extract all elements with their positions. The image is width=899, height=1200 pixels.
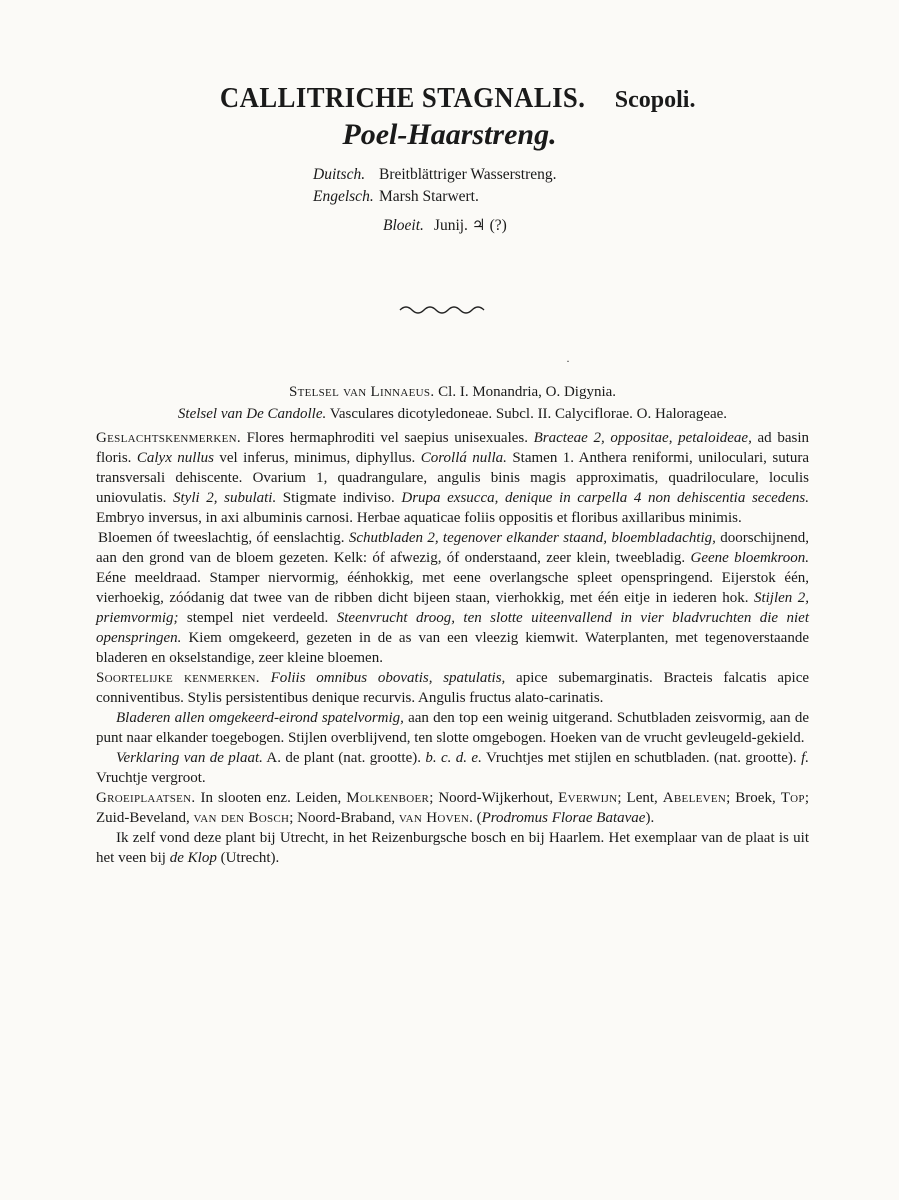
text-run: Stijlen 2, priemvormig;	[96, 590, 809, 626]
text-run: Prodromus Florae Batavae	[481, 810, 646, 826]
species-latin	[96, 668, 809, 708]
flowering-label: Bloeit.	[383, 217, 424, 234]
title-row	[0, 82, 899, 115]
text-run: Embryo inversus, in axi albuminis carnosi. Herbae aquaticae foliis oppositis et floribus axillaribus minimis.	[96, 510, 742, 526]
text-run: Vruchtje vergroot.	[96, 770, 206, 786]
text-run: Foliis omnibus obovatis, spatulatis,	[270, 670, 506, 686]
common-name-value: Breitblättriger Wasserstreng.	[379, 166, 557, 183]
text-run: Kiem omgekeerd, gezeten in de as van een vleezig kiemwit. Waterplanten, met tegenoverstaande bladeren en okselstandige, zeer kleine bloemen.	[96, 630, 809, 666]
text-run: ad basin floris.	[96, 430, 809, 466]
text-run: (Utrecht).	[216, 850, 280, 866]
text-run: Verklaring van de plaat.	[116, 750, 263, 766]
species-title: CALLITRICHE STAGNALIS.	[219, 82, 585, 114]
print-speck: ·	[566, 354, 570, 368]
text-run: apice subemarginatis. Bracteis falcatis apice conniventibus. Stylis persistentibus denique recurvis. Angulis fructus alato-carinatis.	[96, 670, 810, 706]
text-run: Molkenboer	[346, 790, 430, 806]
text-run: In slooten enz. Leiden,	[195, 790, 347, 806]
text-run: Groeiplaatsen.	[96, 790, 196, 806]
text-run: ; Noord-Wijkerhout,	[429, 790, 559, 806]
species-dutch	[96, 708, 809, 748]
flowering-time	[383, 216, 507, 235]
text-run: Stamen 1. Anthera reniformi, uniloculari, sutura transversali dehiscente. Ovarium 1, quadrangulare, angulis binis magis approximatis, quadriloculare, loculis uniovulatis.	[96, 450, 810, 506]
text-run: Top	[780, 790, 805, 806]
description-body	[96, 382, 809, 868]
text-run: de Klop	[169, 850, 217, 866]
common-name-english	[313, 186, 557, 208]
plate-explanation	[96, 748, 809, 788]
text-run: doorschijnend, aan den grond van de bloem gezeten. Kelk: óf afwezig, óf onderstaand, zeer klein, tweebladig.	[96, 530, 809, 566]
text-run: van Hoven	[398, 810, 470, 826]
text-run: A. de plant (nat. grootte).	[262, 750, 426, 766]
text-run: Eéne meeldraad. Stamper niervormig, éénhokkig, met eene overlangsche spleet openspringend. Eijerstok één, vierhoekig, zóódanig dat twee van de ribben dicht bijeen staan, vierhokkig, met één eitje in iederen hok.	[96, 570, 809, 606]
text-run: ; Broek,	[726, 790, 781, 806]
common-name-label: Duitsch.	[313, 166, 366, 183]
text-run: Bladeren allen omgekeerd-eirond spatelvormig,	[116, 710, 404, 726]
genus-dutch	[96, 528, 809, 668]
text-run: Everwijn	[558, 790, 618, 806]
text-run: van den Bosch	[193, 810, 290, 826]
text-run: stempel niet verdeeld.	[178, 610, 337, 626]
dutch-name: Poel-Haarstreng.	[342, 118, 557, 151]
species-label: Soortelijke kenmerken.	[96, 670, 260, 686]
text-run: . (	[469, 810, 482, 826]
text-run: ; Zuid-Beveland,	[96, 790, 809, 826]
wave-ornament	[398, 302, 488, 316]
linnaeus-label: Stelsel van Linnaeus.	[288, 384, 435, 400]
text-run: Calyx nullus	[136, 450, 214, 466]
linnaeus-text: Cl. I. Monandria, O. Digynia.	[438, 384, 617, 400]
text-run: b. c. d. e.	[425, 750, 482, 766]
text-run: Vruchtjes met stijlen en schutbladen. (nat. grootte).	[481, 750, 802, 766]
text-run: Styli 2, subulati.	[173, 490, 277, 506]
text-run: Drupa exsucca, denique in carpella 4 non dehiscentia secedens.	[401, 490, 809, 506]
text-run: Abeleven	[662, 790, 727, 806]
common-name-german	[313, 164, 557, 186]
text-run: Steenvrucht droog, ten slotte uiteenvallend in vier bladvruchten die niet openspringen.	[96, 610, 809, 646]
localities	[96, 788, 809, 828]
candolle-text: Vasculares dicotyledoneae. Subcl. II. Calyciflorae. O. Halorageae.	[329, 406, 728, 422]
text-run: Flores hermaphroditi vel saepius unisexuales.	[246, 430, 534, 446]
flowering-value: Junij. ♃ (?)	[433, 217, 507, 234]
text-run: Schutbladen 2, tegenover elkander staand, bloembladachtig,	[348, 530, 716, 546]
candolle-system	[96, 404, 809, 424]
species-author: Scopoli.	[614, 87, 696, 113]
text-run: vel inferus, minimus, diphyllus.	[213, 450, 421, 466]
text-run: Geene bloemkroon.	[690, 550, 809, 566]
genus-label: Geslachtskenmerken.	[96, 430, 241, 446]
text-run: Ik zelf vond deze plant bij Utrecht, in het Reizenburgsche bosch en bij Haarlem. Het exemplaar van de plaat is uit het veen bij	[96, 830, 809, 866]
candolle-label: Stelsel van De Candolle.	[177, 406, 327, 422]
text-run: ).	[645, 810, 655, 826]
text-run: Stigmate indiviso.	[276, 490, 402, 506]
genus-latin	[96, 428, 809, 528]
text-run: Bloemen óf tweeslachtig, óf eenslachtig.	[98, 530, 349, 546]
linnaeus-system	[96, 382, 809, 402]
text-run: ; Lent,	[617, 790, 663, 806]
common-name-label: Engelsch.	[313, 188, 374, 205]
final-remark	[96, 828, 809, 868]
common-names	[313, 164, 557, 208]
text-run: ; Noord-Braband,	[289, 810, 399, 826]
text-run: aan den top een weinig uitgerand. Schutbladen zeisvormig, aan de punt naar elkander toegebogen. Stijlen overblijvend, ten slotte omgebogen. Hoeken van de vrucht gevleugeld-gekield.	[96, 710, 809, 746]
text-run: Bracteae 2, oppositae, petaloideae,	[533, 430, 752, 446]
text-run: f.	[801, 750, 809, 766]
text-run: Corollá nulla.	[420, 450, 507, 466]
common-name-value: Marsh Starwert.	[379, 188, 479, 205]
